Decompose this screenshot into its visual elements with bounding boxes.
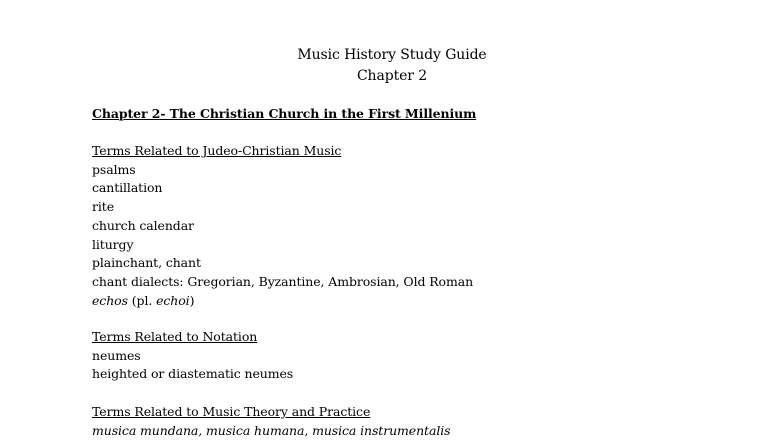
section-music-theory-practice xyxy=(92,403,450,440)
term-item: church calendar xyxy=(92,217,194,233)
term-item: neumes xyxy=(92,347,141,363)
term-item-italic: musica mundana, musica humana, musica instrumentalis xyxy=(92,422,451,438)
term-plural-suffix: ) xyxy=(189,292,195,308)
term-item: psalms xyxy=(92,161,136,177)
term-item: chant dialects: Gregorian, Byzantine, Ambrosian, Old Roman xyxy=(92,273,474,289)
section-title: Terms Related to Music Theory and Practice xyxy=(92,404,371,419)
term-plural: echoi xyxy=(156,292,190,308)
term-item: plainchant, chant xyxy=(92,255,201,271)
term-item-echos xyxy=(92,292,473,311)
term-word: echos xyxy=(92,292,128,308)
document-title xyxy=(0,45,784,86)
term-plural-prefix: (pl. xyxy=(127,292,157,308)
section-notation xyxy=(92,328,293,384)
term-item: liturgy xyxy=(92,236,134,252)
section-title: Terms Related to Judeo-Christian Music xyxy=(92,143,342,158)
term-item: cantillation xyxy=(92,180,163,196)
section-judeo-christian-music xyxy=(92,142,473,310)
term-item: rite xyxy=(92,199,114,215)
title-line-1: Music History Study Guide xyxy=(297,47,487,63)
chapter-heading: Chapter 2- The Christian Church in the First Millenium xyxy=(92,106,477,121)
term-item: heighted or diastematic neumes xyxy=(92,366,294,382)
title-line-2: Chapter 2 xyxy=(356,67,428,84)
section-title: Terms Related to Notation xyxy=(92,329,258,344)
